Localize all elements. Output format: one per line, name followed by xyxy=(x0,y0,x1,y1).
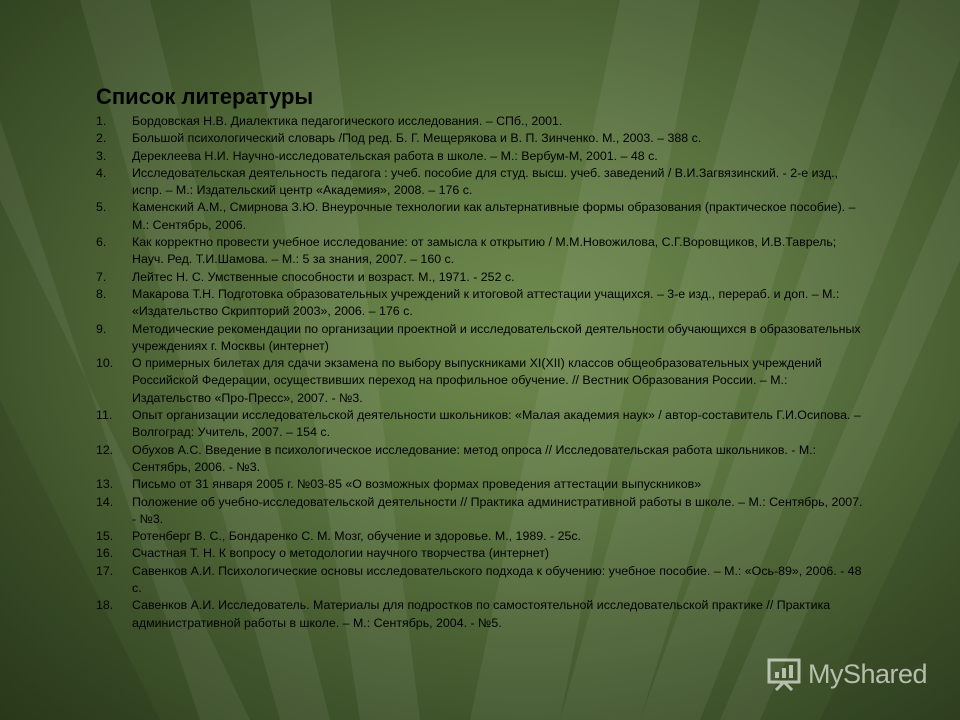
reference-number: 16. xyxy=(96,546,114,561)
reference-number: 18. xyxy=(96,598,114,613)
reference-item xyxy=(96,597,866,632)
reference-text: Счастная Т. Н. К вопросу о методологии научного творчества (интернет) xyxy=(132,546,550,561)
reference-item xyxy=(96,286,866,321)
reference-item xyxy=(96,148,866,165)
reference-text: Большой психологический словарь /Под ред. Б. Г. Мещерякова и В. П. Зинченко. М., 2003. – 388 с. xyxy=(132,131,702,146)
reference-number: 17. xyxy=(96,563,114,578)
reference-item xyxy=(96,355,866,407)
reference-text: Ротенберг В. С., Бондаренко С. М. Мозг, обучение и здоровье. М., 1989. - 25с. xyxy=(132,529,581,544)
reference-number: 2. xyxy=(96,131,107,146)
reference-item xyxy=(96,494,866,529)
reference-number: 5. xyxy=(96,200,107,215)
reference-item xyxy=(96,442,866,477)
watermark-logo xyxy=(766,656,927,692)
reference-text: Савенков А.И. Исследователь. Материалы для подростков по самостоятельной исследовательской практике // Практика административной работы в школе. – М.: Сентябрь, 2004. - №5. xyxy=(132,598,831,630)
reference-text: Дереклеева Н.И. Научно-исследовательская работа в школе. – М.: Вербум-М, 2001. – 48 с. xyxy=(132,148,658,163)
reference-text: О примерных билетах для сдачи экзамена по выбору выпускниками XI(XII) классов общеобразовательных учреждений Российской Федерации, осуществивших переход на профильное обучение. // Вестник Образования России. – М.: Издательство «Про-Пресс», 2007. - №3. xyxy=(132,356,822,405)
reference-item xyxy=(96,113,866,130)
reference-item xyxy=(96,130,866,147)
reference-item xyxy=(96,563,866,598)
reference-number: 9. xyxy=(96,321,107,336)
reference-text: Методические рекомендации по организации проектной и исследовательской деятельности обучающихся в образовательных учреждениях г. Москвы (интернет) xyxy=(132,321,861,353)
reference-text: Письмо от 31 января 2005 г. №03-85 «О возможных формах проведения аттестации выпускников» xyxy=(132,477,702,492)
reference-item xyxy=(96,234,866,269)
reference-number: 10. xyxy=(96,356,114,371)
reference-item xyxy=(96,407,866,442)
reference-number: 11. xyxy=(96,408,113,423)
reference-number: 14. xyxy=(96,494,114,509)
reference-item xyxy=(96,199,866,234)
reference-text: Каменский А.М., Смирнова З.Ю. Внеурочные технологии как альтернативные формы образования (практическое пособие). – М.: Сентябрь, 2006. xyxy=(132,200,856,232)
reference-number: 6. xyxy=(96,235,107,250)
reference-text: Обухов А.С. Введение в психологическое исследование: метод опроса // Исследовательская работа школьников. - М.: Сентябрь, 2006. - №3. xyxy=(132,442,817,474)
reference-item xyxy=(96,165,866,200)
reference-number: 4. xyxy=(96,165,107,180)
reference-number: 1. xyxy=(96,114,107,128)
reference-item xyxy=(96,269,866,286)
reference-number: 3. xyxy=(96,148,107,163)
reference-number: 13. xyxy=(96,477,114,492)
slide-title: Список литературы xyxy=(96,84,314,109)
reference-number: 8. xyxy=(96,286,107,301)
reference-text: Савенков А.И. Психологические основы исследовательского подхода к обучению: учебное пособие. – М.: «Ось-89», 2006. - 48 с. xyxy=(132,563,862,596)
reference-text: Исследовательская деятельность педагога : учеб. пособие для студ. высш. учеб. заведений / В.И.Загвязинский. - 2-е изд., испр. – М.: Издательский центр «Академия», 2008. – 176 с. xyxy=(132,165,839,198)
reference-number: 15. xyxy=(96,529,114,544)
reference-text: Опыт организации исследовательской деятельности школьников: «Малая академия наук» / автор-составитель Г.И.Осипова. – Волгоград: Учитель, 2007. – 154 с. xyxy=(132,408,861,440)
presentation-board-icon xyxy=(766,657,802,691)
reference-text: Бордовская Н.В. Диалектика педагогического исследования. – СПб., 2001. xyxy=(132,114,563,128)
reference-item xyxy=(96,545,866,562)
reference-number: 7. xyxy=(96,269,107,284)
reference-text: Лейтес Н. С. Умственные способности и возраст. М., 1971. - 252 с. xyxy=(132,269,515,284)
reference-item xyxy=(96,528,866,545)
watermark-text: MyShared xyxy=(808,658,928,689)
reference-text: Макарова Т.Н. Подготовка образовательных учреждений к итоговой аттестации учащихся. – 3-е изд., перераб. и доп. – М.: «Издательство Скрипторий 2003», 2006. – 176 с. xyxy=(132,286,840,319)
slide-content xyxy=(96,84,866,632)
reference-text: Как корректно провести учебное исследование: от замысла к открытию / М.М.Новожилова, С.Г.Воровщиков, И.В.Таврель; Науч. Ред. Т.И.Шамова. – М.: 5 за знания, 2007. – 160 с. xyxy=(132,235,837,267)
reference-item xyxy=(96,476,866,493)
reference-number: 12. xyxy=(96,442,114,457)
reference-list xyxy=(96,113,866,632)
reference-text: Положение об учебно-исследовательской деятельности // Практика административной работы в школе. – М.: Сентябрь, 2007. - №3. xyxy=(132,494,863,526)
reference-item xyxy=(96,321,866,356)
